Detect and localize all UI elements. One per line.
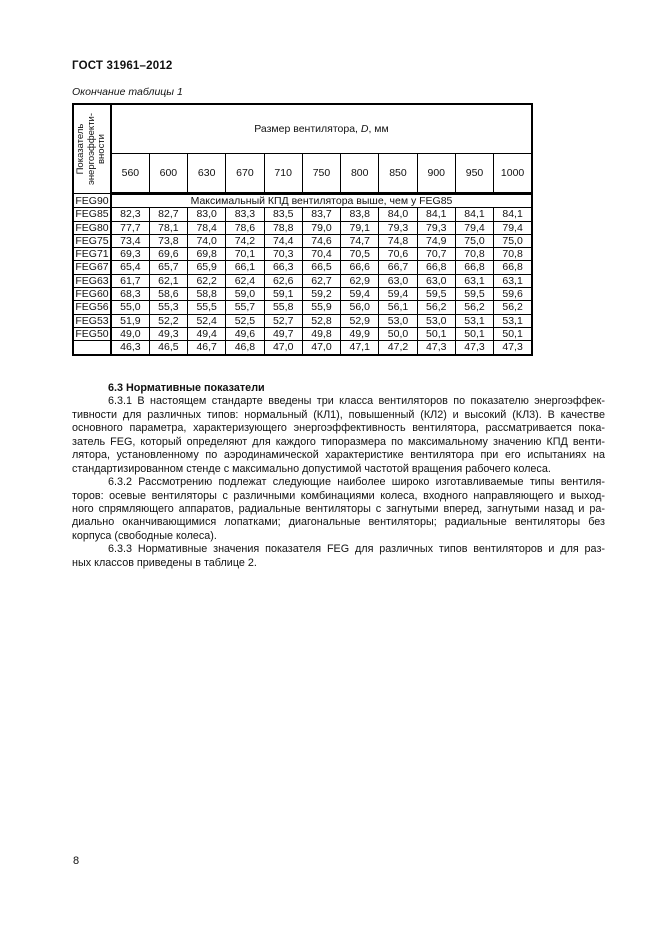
value-cell: 79,3: [379, 221, 417, 234]
text-line: торов: осевые вентиляторы с различными комбинациями колеса, входного направляющего и выход-: [72, 489, 605, 502]
value-cell: 49,3: [149, 327, 187, 340]
value-cell: 53,0: [379, 314, 417, 327]
value-cell: 47,3: [417, 341, 455, 355]
table-row: [73, 341, 532, 355]
value-cell: 59,2: [302, 288, 340, 301]
value-cell: 56,2: [455, 301, 493, 314]
value-cell: 46,8: [226, 341, 264, 355]
table-row: [73, 194, 532, 208]
value-cell: 73,4: [111, 234, 149, 247]
size-col-header: 630: [188, 154, 226, 194]
value-cell: 52,9: [341, 314, 379, 327]
value-cell: 66,8: [494, 261, 532, 274]
value-cell: 59,4: [379, 288, 417, 301]
value-cell: 49,4: [188, 327, 226, 340]
value-cell: 65,9: [188, 261, 226, 274]
value-cell: 49,9: [341, 327, 379, 340]
table-row: [73, 248, 532, 261]
table-row: [73, 274, 532, 287]
value-cell: 70,6: [379, 248, 417, 261]
value-cell: 50,0: [379, 327, 417, 340]
value-cell: 62,2: [188, 274, 226, 287]
size-col-header: 710: [264, 154, 302, 194]
span-cell: Максимальный КПД вентилятора выше, чем у FEG85: [111, 194, 532, 208]
value-cell: 79,1: [341, 221, 379, 234]
value-cell: 78,8: [264, 221, 302, 234]
value-cell: 58,8: [188, 288, 226, 301]
value-cell: 52,7: [264, 314, 302, 327]
value-cell: 79,0: [302, 221, 340, 234]
value-cell: 46,3: [111, 341, 149, 355]
value-cell: 70,3: [264, 248, 302, 261]
table-row: [73, 221, 532, 234]
table-row: [73, 288, 532, 301]
value-cell: 73,8: [149, 234, 187, 247]
value-cell: 49,8: [302, 327, 340, 340]
value-cell: 83,8: [341, 208, 379, 221]
size-col-header: 670: [226, 154, 264, 194]
value-cell: 68,3: [111, 288, 149, 301]
table-row: [73, 314, 532, 327]
text-line: лятора, установленному по аэродинамической характеристике вентилятора при его испытаниях на: [72, 449, 605, 462]
value-cell: 47,2: [379, 341, 417, 355]
value-cell: 78,6: [226, 221, 264, 234]
value-cell: 83,0: [188, 208, 226, 221]
value-cell: 66,1: [226, 261, 264, 274]
row-label: FEG56: [73, 301, 111, 314]
text-line: диально оканчивающимися лопатками; диагональные вентиляторы; радиальные вентиляторы без: [72, 516, 605, 529]
value-cell: 74,0: [188, 234, 226, 247]
table-row: [73, 301, 532, 314]
value-cell: 83,5: [264, 208, 302, 221]
text-line: 6.3.2 Рассмотрению подлежат следующие наиболее широко изготавливаемые типы вентиля-: [108, 476, 605, 489]
value-cell: 47,3: [494, 341, 532, 355]
value-cell: 62,1: [149, 274, 187, 287]
value-cell: 55,7: [226, 301, 264, 314]
value-cell: 53,0: [417, 314, 455, 327]
value-cell: 74,6: [302, 234, 340, 247]
value-cell: 59,4: [341, 288, 379, 301]
value-cell: 56,1: [379, 301, 417, 314]
value-cell: 84,1: [455, 208, 493, 221]
value-cell: 50,1: [494, 327, 532, 340]
value-cell: 70,7: [417, 248, 455, 261]
value-cell: 66,8: [417, 261, 455, 274]
section-heading: 6.3 Нормативные показатели: [108, 382, 265, 394]
efficiency-indicator-label: Показатель энергоэффекти-вности: [75, 112, 108, 186]
value-cell: 51,9: [111, 314, 149, 327]
value-cell: 62,7: [302, 274, 340, 287]
value-cell: 56,2: [417, 301, 455, 314]
value-cell: 59,0: [226, 288, 264, 301]
page-number: 8: [73, 855, 80, 867]
value-cell: 83,7: [302, 208, 340, 221]
value-cell: 63,1: [494, 274, 532, 287]
value-cell: 75,0: [455, 234, 493, 247]
value-cell: 52,8: [302, 314, 340, 327]
value-cell: 46,7: [188, 341, 226, 355]
text-line: 6.3.3 Нормативные значения показателя FEG для различных типов вентиляторов и для раз-: [108, 543, 605, 556]
document-code: ГОСТ 31961–2012: [72, 60, 173, 72]
feg-efficiency-table: [72, 103, 533, 356]
value-cell: 56,2: [494, 301, 532, 314]
value-cell: 53,1: [455, 314, 493, 327]
value-cell: 74,7: [341, 234, 379, 247]
text-line: 6.3.1 В настоящем стандарте введены три класса вентиляторов по показателю энергоэффек-: [108, 395, 605, 408]
value-cell: 83,3: [226, 208, 264, 221]
value-cell: 59,5: [455, 288, 493, 301]
value-cell: 52,4: [188, 314, 226, 327]
value-cell: 62,9: [341, 274, 379, 287]
value-cell: 69,6: [149, 248, 187, 261]
row-label: FEG53: [73, 314, 111, 327]
value-cell: 46,5: [149, 341, 187, 355]
text-line: корпуса (свободные колеса).: [72, 529, 217, 542]
value-cell: 74,2: [226, 234, 264, 247]
value-cell: 59,5: [417, 288, 455, 301]
value-cell: 47,0: [302, 341, 340, 355]
col-header-fan-size: [111, 104, 532, 154]
row-label: FEG80: [73, 221, 111, 234]
fan-size-label-suffix: , мм: [368, 123, 389, 135]
value-cell: 70,8: [494, 248, 532, 261]
value-cell: 66,5: [302, 261, 340, 274]
value-cell: 79,3: [417, 221, 455, 234]
table-header-row-sizes: [73, 154, 532, 194]
size-col-header: 1000: [494, 154, 532, 194]
value-cell: 49,0: [111, 327, 149, 340]
value-cell: 59,1: [264, 288, 302, 301]
size-col-header: 850: [379, 154, 417, 194]
table-row: [73, 327, 532, 340]
value-cell: 69,3: [111, 248, 149, 261]
value-cell: 82,3: [111, 208, 149, 221]
value-cell: 82,7: [149, 208, 187, 221]
row-label: FEG75: [73, 234, 111, 247]
size-col-header: 600: [149, 154, 187, 194]
value-cell: 52,2: [149, 314, 187, 327]
text-line: ного спрямляющего аппаратов, радиальные вентиляторы с загнутыми вперед, загнутыми назад и ра-: [72, 502, 605, 515]
value-cell: 55,0: [111, 301, 149, 314]
value-cell: 63,0: [417, 274, 455, 287]
value-cell: 66,6: [341, 261, 379, 274]
fan-size-variable: D: [360, 123, 369, 135]
value-cell: 50,1: [417, 327, 455, 340]
value-cell: 79,4: [455, 221, 493, 234]
value-cell: 62,4: [226, 274, 264, 287]
value-cell: 84,1: [417, 208, 455, 221]
value-cell: 55,5: [188, 301, 226, 314]
value-cell: 70,1: [226, 248, 264, 261]
value-cell: 74,4: [264, 234, 302, 247]
value-cell: 47,0: [264, 341, 302, 355]
value-cell: 70,4: [302, 248, 340, 261]
row-label: FEG71: [73, 248, 111, 261]
value-cell: 75,0: [494, 234, 532, 247]
size-col-header: 950: [455, 154, 493, 194]
size-col-header: 560: [111, 154, 149, 194]
row-label: [73, 341, 111, 355]
value-cell: 59,6: [494, 288, 532, 301]
value-cell: 55,9: [302, 301, 340, 314]
row-label: FEG63: [73, 274, 111, 287]
value-cell: 63,1: [455, 274, 493, 287]
value-cell: 66,8: [455, 261, 493, 274]
value-cell: 74,8: [379, 234, 417, 247]
row-label: FEG90: [73, 194, 111, 208]
value-cell: 49,6: [226, 327, 264, 340]
size-col-header: 900: [417, 154, 455, 194]
value-cell: 61,7: [111, 274, 149, 287]
body-text-block: [72, 382, 605, 570]
text-line: стандартизированном стенде с максимально допустимой частотой вращения рабочего колеса.: [72, 462, 551, 475]
value-cell: 55,8: [264, 301, 302, 314]
value-cell: 84,1: [494, 208, 532, 221]
table-row: [73, 234, 532, 247]
value-cell: 49,7: [264, 327, 302, 340]
table-continuation-caption: Окончание таблицы 1: [72, 86, 183, 98]
row-label: FEG67: [73, 261, 111, 274]
value-cell: 63,0: [379, 274, 417, 287]
table-header-row-top: [73, 104, 532, 154]
row-label: FEG85: [73, 208, 111, 221]
value-cell: 56,0: [341, 301, 379, 314]
col-header-efficiency-indicator: [73, 104, 111, 194]
text-line: основного параметра, характеризующего энергоэффективность вентилятора, рассматривается пока-: [72, 422, 605, 435]
value-cell: 70,5: [341, 248, 379, 261]
table-row: [73, 208, 532, 221]
size-col-header: 750: [302, 154, 340, 194]
value-cell: 74,9: [417, 234, 455, 247]
value-cell: 58,6: [149, 288, 187, 301]
row-label: FEG50: [73, 327, 111, 340]
value-cell: 78,4: [188, 221, 226, 234]
value-cell: 62,6: [264, 274, 302, 287]
text-line: тивности для различных типов: нормальный (КЛ1), повышенный (КЛ2) и высокий (КЛ3). В качестве: [72, 408, 605, 421]
size-col-header: 800: [341, 154, 379, 194]
section-paragraphs: [72, 395, 605, 570]
value-cell: 69,8: [188, 248, 226, 261]
table-row: [73, 261, 532, 274]
value-cell: 55,3: [149, 301, 187, 314]
fan-size-label-prefix: Размер вентилятора,: [254, 123, 361, 135]
value-cell: 65,4: [111, 261, 149, 274]
text-line: ных классов приведены в таблице 2.: [72, 556, 257, 569]
value-cell: 52,5: [226, 314, 264, 327]
row-label: FEG60: [73, 288, 111, 301]
value-cell: 77,7: [111, 221, 149, 234]
text-line: затель FEG, который определяют для каждого типоразмера по максимальному значению КПД венти-: [72, 435, 605, 448]
value-cell: 66,3: [264, 261, 302, 274]
value-cell: 66,7: [379, 261, 417, 274]
value-cell: 65,7: [149, 261, 187, 274]
value-cell: 50,1: [455, 327, 493, 340]
value-cell: 79,4: [494, 221, 532, 234]
value-cell: 47,3: [455, 341, 493, 355]
value-cell: 47,1: [341, 341, 379, 355]
value-cell: 78,1: [149, 221, 187, 234]
value-cell: 53,1: [494, 314, 532, 327]
value-cell: 70,8: [455, 248, 493, 261]
value-cell: 84,0: [379, 208, 417, 221]
